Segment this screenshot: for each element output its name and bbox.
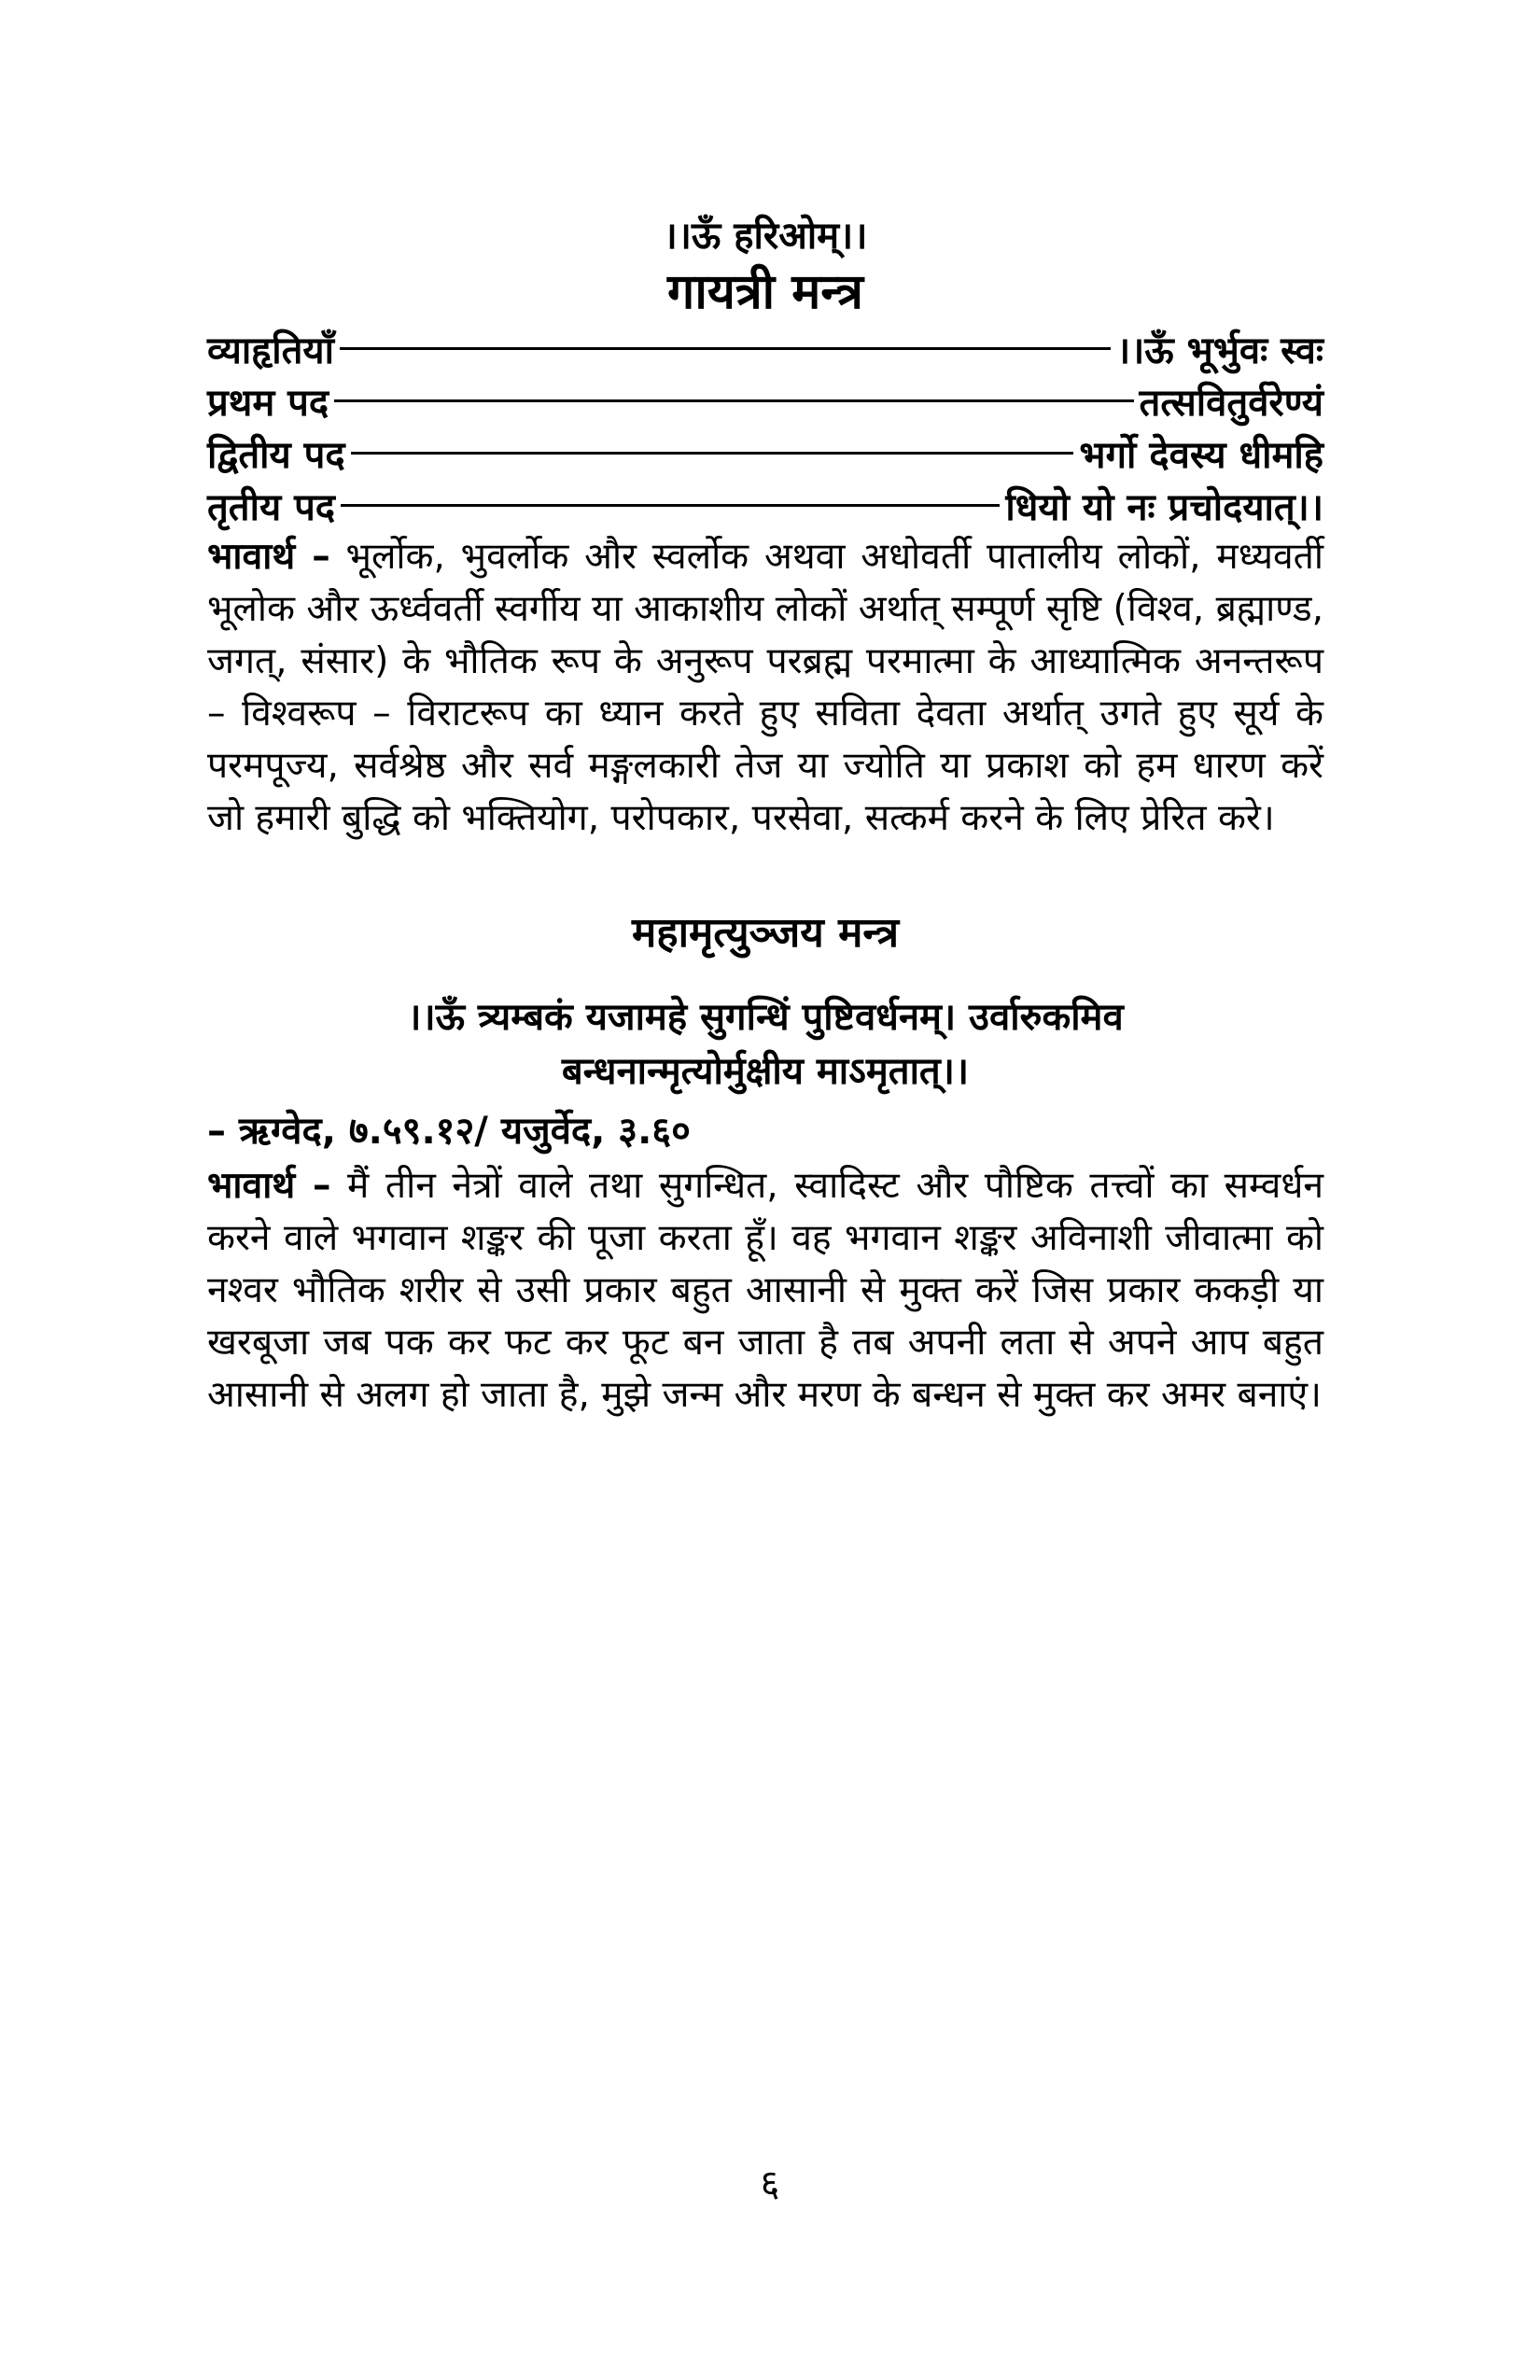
row-label: व्याहृतियाँ bbox=[207, 329, 334, 372]
mantra-row bbox=[207, 427, 1323, 479]
row-label: प्रथम पद bbox=[207, 381, 329, 425]
mantra-row bbox=[207, 322, 1323, 374]
mantra-line: ।।ऊँ त्र्यम्बकं यजामहे सुगन्धिं पुष्टिवर्धनम्। उर्वारुकमिव bbox=[407, 996, 1124, 1039]
gayatri-title: गायत्री मन्त्र bbox=[667, 264, 863, 320]
mahamrityunjaya-title: महामृत्युञ्जय मन्त्र bbox=[631, 909, 900, 957]
row-mantra: तत्सवितुर्वरेण्यं bbox=[1139, 381, 1323, 425]
row-label: द्वितीय पद bbox=[207, 433, 345, 477]
row-mantra: धियो यो नः प्रचोदयात्।। bbox=[1005, 485, 1323, 529]
gayatri-meaning bbox=[207, 531, 1323, 845]
mantra-line: बन्धनान्मृत्योर्मुक्षीय माऽमृतात्।। bbox=[561, 1050, 970, 1093]
leader-line bbox=[341, 504, 1000, 507]
mahamrityunjaya-meaning bbox=[207, 1160, 1323, 1421]
row-label: तृतीय पद bbox=[207, 485, 336, 529]
invocation: ।।ऊँ हरिओम्।। bbox=[663, 215, 868, 258]
leader-line bbox=[334, 399, 1133, 402]
page-content bbox=[207, 210, 1323, 1421]
scripture-reference: – ऋग्वेद, ७.५९.१२/ यजुर्वेद, ३.६० bbox=[207, 1110, 691, 1153]
meaning-lead: भावार्थ – bbox=[207, 1165, 331, 1207]
mahamrityunjaya-mantra bbox=[207, 990, 1323, 1099]
row-mantra: ।।ऊँ भूर्भुवः स्वः bbox=[1115, 329, 1323, 372]
mantra-row bbox=[207, 479, 1323, 531]
meaning-lead: भावार्थ – bbox=[207, 536, 330, 578]
meaning-text: मैं तीन नेत्रों वाले तथा सुगन्धित, स्वादिस्ट और पौष्टिक तत्त्वों का सम्वर्धन करने वाले भगवान शङ्कर की पूजा करता हूँ। वह भगवान शङ्कर अविनाशी जीवात्मा को नश्वर भौतिक शरीर से उसी प्रकार बहुत आसानी से मुक्त करें जिस प्रकार ककड़ी या खरबूजा जब पक कर फट कर फूट बन जाता है तब अपनी लता से अपने आप बहुत आसानी से अलग हो जाता है, मुझे जन्म और मरण के बन्धन से मुक्त कर अमर बनाएं। bbox=[207, 1165, 1323, 1416]
meaning-text: भूर्लोक, भुवर्लोक और स्वर्लोक अथवा अधोवर्ती पातालीय लोकों, मध्यवर्ती भूलोक और ऊर्ध्ववर्ती स्वर्गीय या आकाशीय लोकों अर्थात् सम्पूर्ण सृष्टि (विश्व, ब्रह्माण्ड, जगत्, संसार) के भौतिक रूप के अनुरूप परब्रह्म परमात्मा के आध्यात्मिक अनन्तरूप – विश्वरूप – विराटरूप का ध्यान करते हुए सविता देवता अर्थात् उगते हुए सूर्य के परमपूज्य, सर्वश्रेष्ठ और सर्व मङ्गलकारी तेज या ज्योति या प्रकाश को हम धारण करें जो हमारी बुद्धि को भक्तियोग, परोपकार, परसेवा, सत्कर्म करने के लिए प्रेरित करे। bbox=[207, 536, 1323, 839]
mantra-row bbox=[207, 374, 1323, 427]
leader-line bbox=[351, 452, 1074, 455]
row-mantra: भर्गो देवस्य धीमहि bbox=[1079, 433, 1323, 477]
page-number: ६ bbox=[760, 2163, 780, 2205]
leader-line bbox=[340, 347, 1111, 350]
